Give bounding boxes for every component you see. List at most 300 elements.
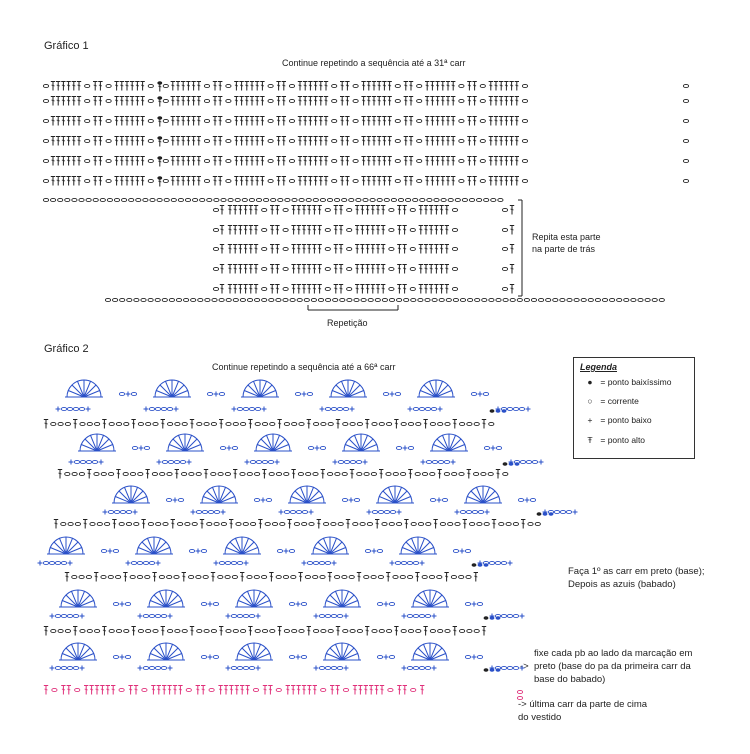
dc-stitch-bar xyxy=(373,120,376,121)
chain-stitch xyxy=(466,575,471,578)
dc-stitch-bar xyxy=(249,288,252,289)
chart2-title: Gráfico 2 xyxy=(44,343,89,355)
chain-stitch xyxy=(191,298,196,301)
chain-stitch xyxy=(393,472,398,475)
dc-stitch-bar xyxy=(57,85,60,86)
dc-stitch-bar xyxy=(299,100,302,101)
dc-stitch-bar xyxy=(235,140,238,141)
chain-stitch xyxy=(357,472,362,475)
dc-stitch-bar xyxy=(67,120,70,121)
chain-stitch xyxy=(254,498,259,501)
chain-stitch xyxy=(401,629,406,632)
chain-stitch xyxy=(331,522,336,525)
dc-stitch-bar xyxy=(192,100,195,101)
chain-stitch xyxy=(167,407,172,410)
chain-stitch xyxy=(106,119,111,122)
dc-stitch-bar xyxy=(161,423,164,424)
chain-stitch xyxy=(501,614,506,617)
chain-stitch xyxy=(459,575,464,578)
dc-stitch-bar xyxy=(171,160,174,161)
dc-stitch-bar xyxy=(419,288,422,289)
chain-stitch xyxy=(503,298,508,301)
chain-stitch xyxy=(413,407,418,410)
dc-stitch-bar xyxy=(158,121,161,122)
chain-stitch xyxy=(243,666,248,669)
chain-stitch xyxy=(86,460,91,463)
chain-stitch xyxy=(528,522,533,525)
dc-stitch-bar xyxy=(361,288,364,289)
chain-stitch xyxy=(161,614,166,617)
dc-stitch-bar xyxy=(115,120,118,121)
dc-stitch-bar xyxy=(468,160,471,161)
shell-stitch xyxy=(72,385,84,397)
dc-stitch-bar xyxy=(325,85,328,86)
dc-stitch-bar xyxy=(297,689,300,690)
chain-stitch xyxy=(513,407,518,410)
chain-stitch xyxy=(347,298,352,301)
chain-stitch xyxy=(384,510,389,513)
chain-stitch xyxy=(499,522,504,525)
chain-stitch xyxy=(297,298,302,301)
chain-stitch xyxy=(491,198,496,201)
chain-stitch xyxy=(250,460,255,463)
chain-stitch xyxy=(387,422,392,425)
chain-stitch xyxy=(249,614,254,617)
chain-stitch xyxy=(202,510,207,513)
dc-stitch-bar xyxy=(377,209,380,210)
slip-stitch xyxy=(478,563,483,567)
dc-stitch-bar xyxy=(66,576,69,577)
chain-stitch xyxy=(325,228,330,231)
dc-stitch-bar xyxy=(473,140,476,141)
dc-stitch-bar xyxy=(366,288,369,289)
chain-stitch xyxy=(243,407,248,410)
chain-stitch xyxy=(389,655,394,658)
dc-stitch-bar xyxy=(115,100,118,101)
dc-stitch-bar xyxy=(505,140,508,141)
dc-stitch-bar xyxy=(361,229,364,230)
dc-stitch-bar xyxy=(94,180,97,181)
chain-stitch xyxy=(164,198,169,201)
chain-stitch xyxy=(488,472,493,475)
chain-stitch xyxy=(422,472,427,475)
chain-stitch xyxy=(284,510,289,513)
dc-stitch-bar xyxy=(387,576,390,577)
chain-stitch xyxy=(265,522,270,525)
dc-stitch-bar xyxy=(277,140,280,141)
dc-stitch-bar xyxy=(94,140,97,141)
chain-stitch xyxy=(417,139,422,142)
chain-stitch xyxy=(401,422,406,425)
chart1-title: Gráfico 1 xyxy=(44,40,89,52)
dc-stitch-bar xyxy=(251,160,254,161)
slip-stitch xyxy=(490,409,495,413)
dc-stitch-bar xyxy=(426,160,429,161)
chain-stitch xyxy=(331,666,336,669)
chain-stitch xyxy=(683,179,688,182)
dc-stitch-bar xyxy=(380,473,383,474)
dc-stitch-bar xyxy=(271,229,274,230)
dc-stitch-bar xyxy=(240,160,243,161)
dc-stitch-bar xyxy=(187,100,190,101)
dc-stitch-bar xyxy=(328,576,331,577)
dc-stitch-bar xyxy=(318,229,321,230)
chain-stitch xyxy=(318,298,323,301)
chain-stitch xyxy=(395,99,400,102)
dc-stitch-bar xyxy=(308,288,311,289)
chain-stitch xyxy=(471,392,476,395)
chain-stitch xyxy=(417,179,422,182)
shell-stitch xyxy=(66,595,78,607)
chain-stitch xyxy=(477,655,482,658)
chain-stitch xyxy=(149,666,154,669)
dc-stitch-bar xyxy=(57,100,60,101)
slip-stitch xyxy=(490,668,495,672)
chain-stitch xyxy=(184,298,189,301)
dc-stitch-bar xyxy=(112,689,115,690)
dc-stitch-bar xyxy=(510,120,513,121)
dc-stitch-bar xyxy=(404,180,407,181)
chain-stitch xyxy=(146,629,151,632)
chain-stitch xyxy=(155,298,160,301)
dc-stitch-bar xyxy=(314,120,317,121)
chain-stitch xyxy=(113,602,118,605)
chain-stitch xyxy=(465,655,470,658)
dc-stitch-bar xyxy=(255,209,258,210)
chain-stitch xyxy=(171,198,176,201)
chain-stitch xyxy=(231,561,236,564)
dc-stitch-bar xyxy=(72,160,75,161)
chain-stitch xyxy=(507,407,512,410)
chain-stitch xyxy=(138,472,143,475)
dc-stitch-bar xyxy=(241,689,244,690)
dc-stitch-bar xyxy=(277,120,280,121)
dc-stitch-bar xyxy=(72,100,75,101)
shell-stitch xyxy=(78,648,90,660)
chain-stitch xyxy=(113,298,118,301)
chain-stitch xyxy=(299,422,304,425)
chain-stitch xyxy=(347,208,352,211)
dc-stitch-bar xyxy=(313,288,316,289)
chain-stitch xyxy=(431,407,436,410)
chain-stitch xyxy=(196,472,201,475)
dc-stitch-bar xyxy=(430,248,433,249)
dc-stitch-bar xyxy=(388,160,391,161)
dc-stitch-bar xyxy=(431,120,434,121)
dc-stitch-bar xyxy=(468,100,471,101)
dc-stitch-bar xyxy=(282,180,285,181)
chain-stitch xyxy=(610,298,615,301)
slip-stitch xyxy=(496,668,501,672)
instruction-2-line-1: fixe cada pb ao lado da marcação em xyxy=(534,648,693,659)
dc-stitch-bar xyxy=(410,140,413,141)
dc-stitch-bar xyxy=(187,120,190,121)
dc-stitch-bar xyxy=(229,209,232,210)
dc-stitch-bar xyxy=(426,100,429,101)
chain-stitch xyxy=(61,666,66,669)
dc-stitch-bar xyxy=(511,248,514,249)
dc-stitch-bar xyxy=(292,473,295,474)
dc-stitch-bar xyxy=(361,268,364,269)
chain-stitch xyxy=(143,666,148,669)
slip-stitch xyxy=(472,563,477,567)
chain-stitch xyxy=(517,690,522,693)
chain-stitch xyxy=(73,614,78,617)
dc-stitch-bar xyxy=(303,209,306,210)
dc-stitch-bar xyxy=(94,85,97,86)
chain-stitch xyxy=(518,498,523,501)
chain-stitch xyxy=(459,84,464,87)
chain-stitch xyxy=(417,99,422,102)
chain-stitch xyxy=(354,298,359,301)
instruction-2-line-2: preto (base do pa da primeira carr da xyxy=(534,661,691,672)
dc-stitch-bar xyxy=(124,576,127,577)
chain-stitch xyxy=(193,198,198,201)
chain-stitch xyxy=(531,298,536,301)
shell-stitch xyxy=(330,595,342,607)
chain-stitch xyxy=(196,575,201,578)
dc-stitch-bar xyxy=(249,268,252,269)
chain-stitch xyxy=(283,298,288,301)
chain-stitch xyxy=(389,298,394,301)
chain-stitch xyxy=(350,460,355,463)
chain-stitch xyxy=(109,422,114,425)
dc-stitch-bar xyxy=(500,85,503,86)
dc-stitch-bar xyxy=(378,100,381,101)
chain-stitch xyxy=(474,422,479,425)
chain-stitch xyxy=(506,522,511,525)
chain-stitch xyxy=(307,561,312,564)
dc-stitch-bar xyxy=(366,209,369,210)
dc-stitch-bar xyxy=(115,85,118,86)
dc-stitch-bar xyxy=(90,689,93,690)
dc-stitch-bar xyxy=(136,120,139,121)
chain-stitch xyxy=(311,298,316,301)
dc-stitch-bar xyxy=(426,140,429,141)
chain-stitch xyxy=(326,298,331,301)
slip-stitch xyxy=(484,616,489,620)
dc-stitch-bar xyxy=(445,248,448,249)
dc-stitch-bar xyxy=(219,140,222,141)
chain-stitch xyxy=(507,614,512,617)
dc-stitch-bar xyxy=(452,140,455,141)
dc-stitch-bar xyxy=(341,100,344,101)
dc-stitch-bar xyxy=(99,85,102,86)
dc-stitch-bar xyxy=(244,268,247,269)
dc-stitch-bar xyxy=(297,248,300,249)
chain-stitch xyxy=(270,422,275,425)
chain-stitch xyxy=(419,407,424,410)
dc-stitch-bar xyxy=(235,160,238,161)
dc-stitch-bar xyxy=(336,689,339,690)
chain-stitch xyxy=(333,298,338,301)
dc-stitch-bar xyxy=(308,209,311,210)
dc-stitch-bar xyxy=(245,160,248,161)
chain-stitch xyxy=(361,298,366,301)
chain-stitch xyxy=(553,298,558,301)
dc-stitch-bar xyxy=(489,85,492,86)
chain-stitch xyxy=(387,629,392,632)
dc-stitch-bar xyxy=(388,120,391,121)
dc-stitch-bar xyxy=(244,209,247,210)
chain-stitch xyxy=(43,139,48,142)
dc-stitch-bar xyxy=(373,140,376,141)
dc-stitch-bar xyxy=(177,140,180,141)
chain-stitch xyxy=(203,575,208,578)
chain-stitch xyxy=(174,460,179,463)
chain-stitch xyxy=(161,666,166,669)
dc-stitch-bar xyxy=(303,689,306,690)
chain-stitch xyxy=(97,522,102,525)
dc-stitch-bar xyxy=(246,689,249,690)
chain-stitch xyxy=(371,472,376,475)
chain-icon: ○ xyxy=(587,396,593,406)
chain-stitch xyxy=(377,655,382,658)
chain-stitch xyxy=(502,208,507,211)
chain-stitch xyxy=(415,472,420,475)
dc-stitch-bar xyxy=(468,120,471,121)
chain-stitch xyxy=(262,298,267,301)
legend-item-chain: ○ = corrente xyxy=(582,396,639,406)
dc-stitch-bar xyxy=(62,160,65,161)
dc-stitch-bar xyxy=(158,101,161,102)
dc-stitch-bar xyxy=(452,180,455,181)
chain-stitch xyxy=(86,575,91,578)
chain-stitch xyxy=(522,139,527,142)
chain-stitch xyxy=(438,629,443,632)
chain-stitch xyxy=(126,510,131,513)
dc-stitch-bar xyxy=(313,268,316,269)
dc-stitch-bar xyxy=(441,120,444,121)
chain-stitch xyxy=(588,298,593,301)
chain-stitch xyxy=(460,298,465,301)
shell-stitch xyxy=(307,491,319,503)
chain-stitch xyxy=(377,602,382,605)
shell-stitch xyxy=(207,491,219,503)
chain-stitch xyxy=(452,247,457,250)
chain-stitch xyxy=(159,575,164,578)
chain-stitch xyxy=(480,84,485,87)
chain-stitch xyxy=(289,602,294,605)
chain-stitch xyxy=(502,267,507,270)
chain-stitch xyxy=(162,460,167,463)
chain-stitch xyxy=(332,84,337,87)
chain-stitch xyxy=(108,575,113,578)
chain-stitch xyxy=(365,549,370,552)
dc-stitch-bar xyxy=(364,689,367,690)
dc-stitch-bar xyxy=(447,140,450,141)
dc-stitch-bar xyxy=(129,689,132,690)
chain-stitch xyxy=(125,602,130,605)
dc-stitch-bar xyxy=(378,160,381,161)
dc-stitch-bar xyxy=(235,689,238,690)
dc-stitch-bar xyxy=(515,140,518,141)
chain-stitch xyxy=(298,472,303,475)
dc-stitch-bar xyxy=(182,120,185,121)
dc-stitch-bar xyxy=(292,288,295,289)
slip-stitch xyxy=(543,512,548,516)
dc-stitch-bar xyxy=(438,473,441,474)
dc-stitch-bar xyxy=(255,288,258,289)
chain-stitch xyxy=(237,407,242,410)
dc-stitch-bar xyxy=(377,268,380,269)
dc-stitch-bar xyxy=(424,423,427,424)
chain-stitch xyxy=(283,575,288,578)
shell-stitch xyxy=(418,595,430,607)
chain-stitch xyxy=(302,510,307,513)
chain-stitch xyxy=(567,298,572,301)
chain-stitch xyxy=(342,198,347,201)
dc-stitch-bar xyxy=(234,473,237,474)
dc-stitch-bar xyxy=(240,140,243,141)
chain-stitch xyxy=(325,614,330,617)
dc-stitch-bar xyxy=(398,689,401,690)
chain-stitch xyxy=(411,688,416,691)
dc-stitch-bar xyxy=(319,140,322,141)
chain-stitch xyxy=(624,298,629,301)
chain-stitch xyxy=(306,472,311,475)
dc-stitch-bar xyxy=(221,209,224,210)
dc-stitch-bar xyxy=(500,140,503,141)
chain-stitch xyxy=(398,198,403,201)
chain-stitch xyxy=(395,139,400,142)
dc-stitch-bar xyxy=(221,229,224,230)
chain-stitch xyxy=(319,561,324,564)
chain-stitch xyxy=(214,510,219,513)
dc-stitch-bar xyxy=(157,689,160,690)
dc-stitch-bar xyxy=(510,140,513,141)
chain-stitch xyxy=(214,522,219,525)
chain-stitch xyxy=(72,575,77,578)
dc-stitch-bar xyxy=(234,248,237,249)
chain-stitch xyxy=(395,179,400,182)
chain-stitch xyxy=(178,498,183,501)
dc-stitch-bar xyxy=(261,160,264,161)
dc-stitch-bar xyxy=(435,268,438,269)
chain-stitch xyxy=(213,602,218,605)
chain-stitch xyxy=(289,139,294,142)
dc-stitch-bar xyxy=(362,100,365,101)
chain-stitch xyxy=(522,159,527,162)
chain-stitch xyxy=(58,198,63,201)
chain-stitch xyxy=(269,298,274,301)
chain-stitch xyxy=(498,198,503,201)
dc-stitch-bar xyxy=(440,248,443,249)
dc-stitch-bar xyxy=(362,85,365,86)
dc-stitch-bar xyxy=(404,140,407,141)
chain-stitch xyxy=(130,472,135,475)
shell-stitch xyxy=(449,439,461,451)
dc-stitch-bar xyxy=(171,120,174,121)
dc-stitch-bar xyxy=(72,180,75,181)
chain-stitch xyxy=(524,298,529,301)
shell-stitch xyxy=(361,439,373,451)
chain-stitch xyxy=(416,629,421,632)
chain-stitch xyxy=(325,208,330,211)
dc-stitch-bar xyxy=(510,85,513,86)
chain-stitch xyxy=(325,666,330,669)
dc-stitch-bar xyxy=(452,120,455,121)
dc-stitch-bar xyxy=(314,140,317,141)
dc-stitch-bar xyxy=(511,209,514,210)
chain-stitch xyxy=(395,392,400,395)
dc-stitch-bar xyxy=(440,209,443,210)
dc-stitch-bar xyxy=(321,473,324,474)
chain-stitch xyxy=(314,422,319,425)
chain-stitch xyxy=(347,228,352,231)
chain-stitch xyxy=(221,522,226,525)
chain-stitch xyxy=(284,422,289,425)
